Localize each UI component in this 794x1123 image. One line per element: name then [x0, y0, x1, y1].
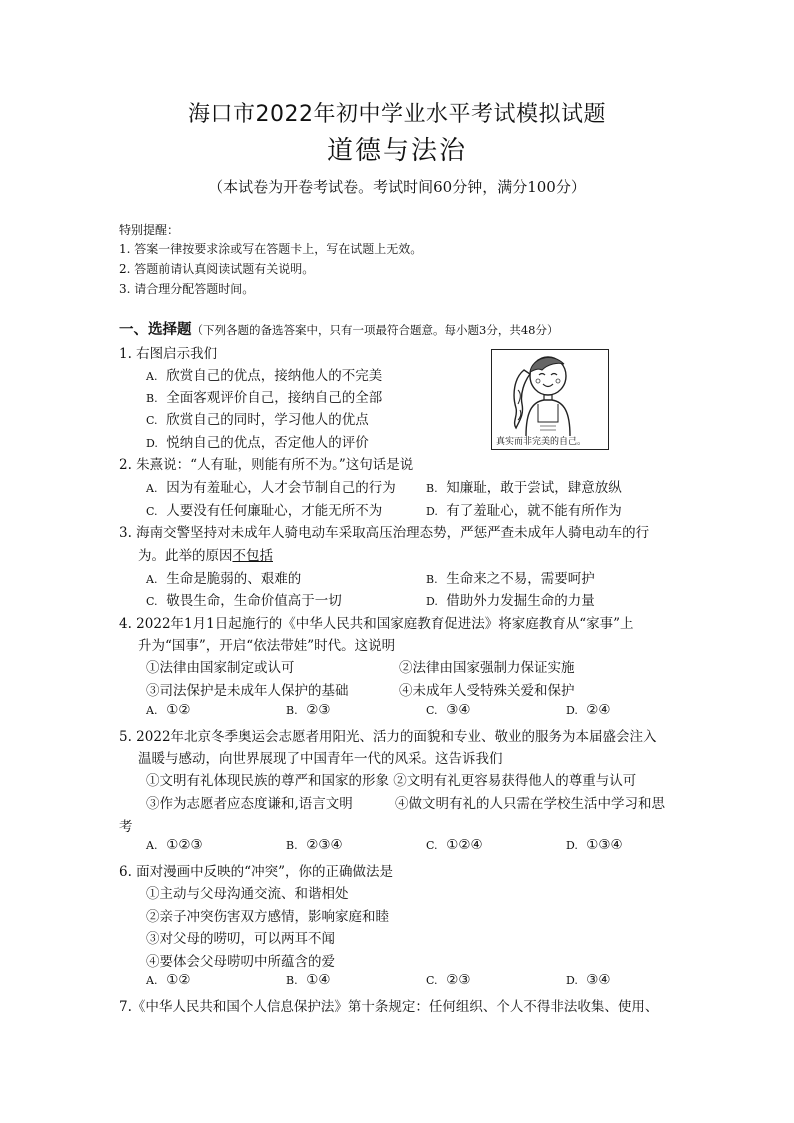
option-text: ①④	[306, 972, 331, 988]
option-label: C.	[146, 595, 158, 608]
reminder-item: 1. 答案一律按要求涂或写在答题卡上，写在试题上无效。	[119, 242, 423, 256]
stem-text: 为。此举的原因	[138, 548, 233, 564]
statement-item: ③对父母的唠叨，可以两耳不闻	[146, 931, 335, 947]
statement-item: ④要体会父母唠叨中所蕴含的爱	[146, 954, 335, 970]
option-a	[146, 567, 301, 587]
choice-b	[286, 837, 343, 853]
question-stem: 5. 2022年北京冬季奥运会志愿者用阳光、活力的面貌和专业、敬业的服务为本届盛会注入	[119, 729, 657, 745]
statement-item: ①主动与父母沟通交流、和谐相处	[146, 886, 349, 902]
reminder-item: 3. 请合理分配答题时间。	[119, 282, 255, 296]
statement-item: ②亲子冲突伤害双方感情，影响家庭和睦	[146, 909, 389, 925]
option-text: 知廉耻，敢于尝试，肆意放纵	[446, 480, 622, 496]
option-label: D.	[566, 839, 578, 852]
question-stem: 3. 海南交警坚持对未成年人骑电动车采取高压治理态势，严惩严查未成年人骑电动车的行	[119, 525, 650, 541]
cartoon-image	[491, 349, 609, 450]
option-c	[146, 499, 382, 519]
option-label: B.	[286, 704, 298, 717]
option-label: A.	[146, 704, 158, 717]
option-label: C.	[146, 505, 158, 518]
option-label: B.	[426, 573, 438, 586]
option-label: B.	[286, 839, 298, 852]
question-stem: 4. 2022年1月1日起施行的《中华人民共和国家庭教育促进法》将家庭教育从“家事”上	[119, 616, 634, 632]
choice-a	[146, 972, 191, 988]
cartoon-caption: 真实而非完美的自己。	[496, 437, 587, 447]
statement-item: ①法律由国家制定或认可	[146, 660, 295, 676]
option-text: ②③	[306, 702, 331, 718]
option-text: 因为有羞耻心，人才会节制自己的行为	[166, 480, 396, 496]
option-b	[146, 386, 382, 406]
question-stem-cont: 升为“国事”，开启“依法带娃”时代。这说明	[138, 638, 396, 654]
option-text: ②④	[586, 702, 611, 718]
statement-line: ①文明有礼体现民族的尊严和国家的形象 ②文明有礼更容易获得他人的尊重与认可	[146, 773, 637, 789]
exam-note: （本试卷为开卷考试卷。考试时间60分钟，满分100分）	[208, 178, 586, 196]
option-c	[146, 408, 369, 428]
option-label: A.	[146, 839, 158, 852]
option-b	[426, 476, 622, 496]
section-title	[119, 318, 558, 339]
choice-d	[566, 837, 623, 853]
option-label: D.	[426, 505, 438, 518]
option-label: C.	[426, 704, 438, 717]
option-label: D.	[566, 704, 578, 717]
option-text: ②③④	[306, 837, 343, 853]
statement-item: ④做文明有礼的人只需在学校生活中学习和思	[395, 796, 665, 812]
option-text: 借助外力发掘生命的力量	[446, 593, 595, 609]
option-label: D.	[426, 595, 438, 608]
question-stem: 1. 右图启示我们	[119, 346, 218, 362]
question-stem-cont: 温暖与感动，向世界展现了中国青年一代的风采。这告诉我们	[138, 751, 503, 767]
option-label: A.	[146, 482, 158, 495]
option-label: D.	[146, 437, 158, 450]
option-label: B.	[426, 482, 438, 495]
question-stem: 2. 朱熹说：“人有耻，则能有所不为。”这句话是说	[119, 457, 414, 473]
option-b	[426, 567, 595, 587]
question-stem: 7.《中华人民共和国个人信息保护法》第十条规定：任何组织、个人不得非法收集、使用、	[119, 999, 659, 1015]
option-label: B.	[146, 392, 158, 405]
statement-item: ③司法保护是未成年人保护的基础	[146, 683, 349, 699]
option-label: A.	[146, 370, 158, 383]
option-a	[146, 364, 382, 384]
choice-c	[426, 702, 471, 718]
option-text: 欣赏自己的同时，学习他人的优点	[166, 412, 369, 428]
option-text: 欣赏自己的优点，接纳他人的不完美	[166, 368, 383, 384]
subject-title: 道德与法治	[326, 136, 467, 166]
option-c	[146, 589, 342, 609]
choice-b	[286, 702, 331, 718]
choice-a	[146, 837, 203, 853]
option-label: A.	[146, 573, 158, 586]
option-label: C.	[426, 839, 438, 852]
option-text: ①②④	[446, 837, 483, 853]
section-title-text: 一、选择题	[119, 322, 192, 338]
option-text: ①②	[166, 702, 191, 718]
option-text: 有了羞耻心，就不能有所作为	[446, 503, 622, 519]
emphasis-text: 不包括	[232, 548, 273, 564]
option-d	[426, 499, 622, 519]
option-text: 生命是脆弱的、艰难的	[166, 571, 302, 587]
choice-d	[566, 702, 611, 718]
option-text: ①②③	[166, 837, 203, 853]
section-note: （下列各题的备选答案中，只有一项最符合题意。每小题3分，共48分）	[191, 323, 559, 337]
option-text: 人要没有任何廉耻心，才能无所不为	[166, 503, 383, 519]
option-text: ①③④	[586, 837, 623, 853]
exam-title: 海口市2022年初中学业水平考试模拟试题	[188, 102, 606, 127]
reminder-heading: 特别提醒：	[119, 223, 180, 237]
statement-item: ③作为志愿者应态度谦和,语言文明	[146, 796, 353, 812]
option-label: B.	[286, 974, 298, 987]
option-label: D.	[566, 974, 578, 987]
option-label: A.	[146, 974, 158, 987]
choice-b	[286, 972, 331, 988]
option-d	[426, 589, 595, 609]
option-label: C.	[146, 414, 158, 427]
option-text: ①②	[166, 972, 191, 988]
option-text: 敬畏生命，生命价值高于一切	[166, 593, 342, 609]
question-stem: 6. 面对漫画中反映的“冲突”，你的正确做法是	[119, 864, 393, 880]
option-text: ③④	[586, 972, 611, 988]
option-text: ②③	[446, 972, 471, 988]
option-label: C.	[426, 974, 438, 987]
option-text: 生命来之不易，需要呵护	[446, 571, 595, 587]
statement-cont: 考	[119, 819, 133, 835]
statement-item: ②法律由国家强制力保证实施	[399, 660, 575, 676]
option-text: 全面客观评价自己，接纳自己的全部	[166, 390, 383, 406]
option-a	[146, 476, 396, 496]
choice-a	[146, 702, 191, 718]
option-text: 悦纳自己的优点，否定他人的评价	[166, 435, 369, 451]
reminder-item: 2. 答题前请认真阅读试题有关说明。	[119, 262, 315, 276]
option-d	[146, 431, 369, 451]
choice-d	[566, 972, 611, 988]
option-text: ③④	[446, 702, 471, 718]
choice-c	[426, 972, 471, 988]
statement-item: ④未成年人受特殊关爱和保护	[399, 683, 575, 699]
question-stem-cont	[138, 544, 273, 564]
choice-c	[426, 837, 483, 853]
